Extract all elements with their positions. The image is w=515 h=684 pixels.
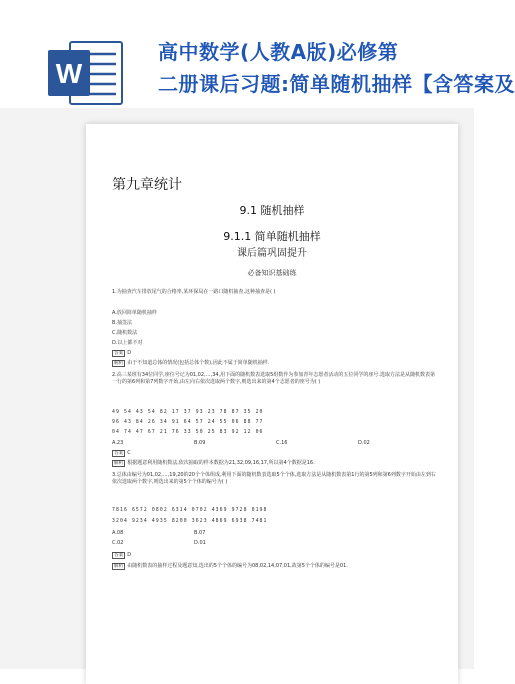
question-2-analysis (112, 460, 315, 467)
answer-value: D (127, 552, 132, 558)
chapter-heading: 第九章统计 (112, 177, 182, 193)
random-table-row: 3204 9234 4935 8200 3623 4869 6938 7481 (112, 519, 268, 524)
question-2-stem: 2.高三某班有34位同学,座位号记为01,02,…,34,用下面的随机数表选取5组数作为参加青年志愿者活动的五位同学的座号.选取方法是从随机数表第一行的第6列和第7列数字开始,由左向右依次选取两个数字,则选出来的第4个志愿者的座号为( ) (112, 372, 435, 385)
analysis-text: 由随机数表的抽样过程及题意知,选出的5个个体的编号为08,02,14,07,01,故第5个个体的编号是01. (127, 563, 348, 569)
part-heading: 必备知识基础练 (247, 269, 297, 277)
svg-text:W: W (55, 58, 83, 89)
question-1-answer (112, 350, 131, 357)
section-heading: 9.1 随机抽样 (239, 204, 305, 217)
analysis-tag: 解析 (114, 461, 124, 466)
document-preview-area (0, 108, 474, 669)
exercise-subtitle: 课后篇巩固提升 (237, 248, 307, 259)
question-1-option-d: D.以上都不对 (112, 340, 143, 346)
question-3-option-b: B.07 (194, 530, 206, 536)
document-banner (0, 0, 515, 108)
question-3-stem: 3.总体由编号为01,02,…,19,20的20个个体组成,利用下面的随机数表选取5个个体,选取方法是从随机数表第1行的第5列和第6列数字开始由左到右依次选取两个数字,则选出来的第5个个体的编号为( ) (112, 472, 436, 485)
question-3-option-a: A.08 (112, 530, 124, 536)
question-2-option-c: C.16 (276, 440, 288, 446)
question-1-option-c: C.随机数法 (112, 330, 138, 336)
document-title-line-1: 高中数学(人教A版)必修第 (158, 40, 399, 64)
answer-value: C (127, 450, 131, 456)
answer-tag: 答案 (114, 451, 124, 456)
subsection-heading: 9.1.1 简单随机抽样 (223, 230, 321, 243)
random-table-row: 49 54 43 54 82 17 37 93 23 78 87 35 20 (112, 410, 264, 415)
question-2-answer (112, 450, 131, 457)
question-3-analysis (112, 563, 437, 570)
analysis-text: 由于不知道总体的情况(包括总体个数),因此不属于简单随机抽样. (127, 360, 270, 366)
question-2-option-b: B.09 (194, 440, 206, 446)
document-title-line-2: 二册课后习题:简单随机抽样【含答案及 (158, 72, 515, 96)
question-1-stem: 1.为抽查汽车排放尾气的合格率,某环保局在一路口随机抽查,这种抽查是( ) (112, 289, 276, 295)
word-document-icon (48, 40, 124, 106)
answer-value: D (127, 350, 132, 356)
analysis-tag: 解析 (114, 564, 124, 569)
analysis-text: 根据题意利用随机数法,依次抽取的样本数据为21,32,09,16,17,所以第4个数据是16. (127, 460, 315, 466)
analysis-tag: 解析 (114, 361, 124, 366)
question-1-analysis (112, 360, 269, 367)
question-3-answer (112, 552, 131, 559)
answer-tag: 答案 (114, 351, 124, 356)
question-3-option-d: D.01 (194, 540, 206, 546)
question-2-options (112, 440, 440, 447)
random-table-row: 96 43 84 26 34 91 64 57 24 55 06 88 77 (112, 420, 264, 425)
document-page (86, 124, 458, 684)
answer-tag: 答案 (114, 553, 124, 558)
question-1-option-a: A.放回简单随机抽样 (112, 310, 157, 316)
random-table-row: 04 74 47 67 21 76 33 50 25 83 92 12 06 (112, 430, 264, 435)
question-1-option-b: B.抽签法 (112, 320, 133, 326)
question-2-option-a: A.23 (112, 440, 124, 446)
random-table-row: 7816 6572 0802 6314 0702 4369 9728 0198 (112, 508, 268, 513)
question-3-option-c: C.02 (112, 540, 124, 546)
question-2-option-d: D.02 (358, 440, 370, 446)
